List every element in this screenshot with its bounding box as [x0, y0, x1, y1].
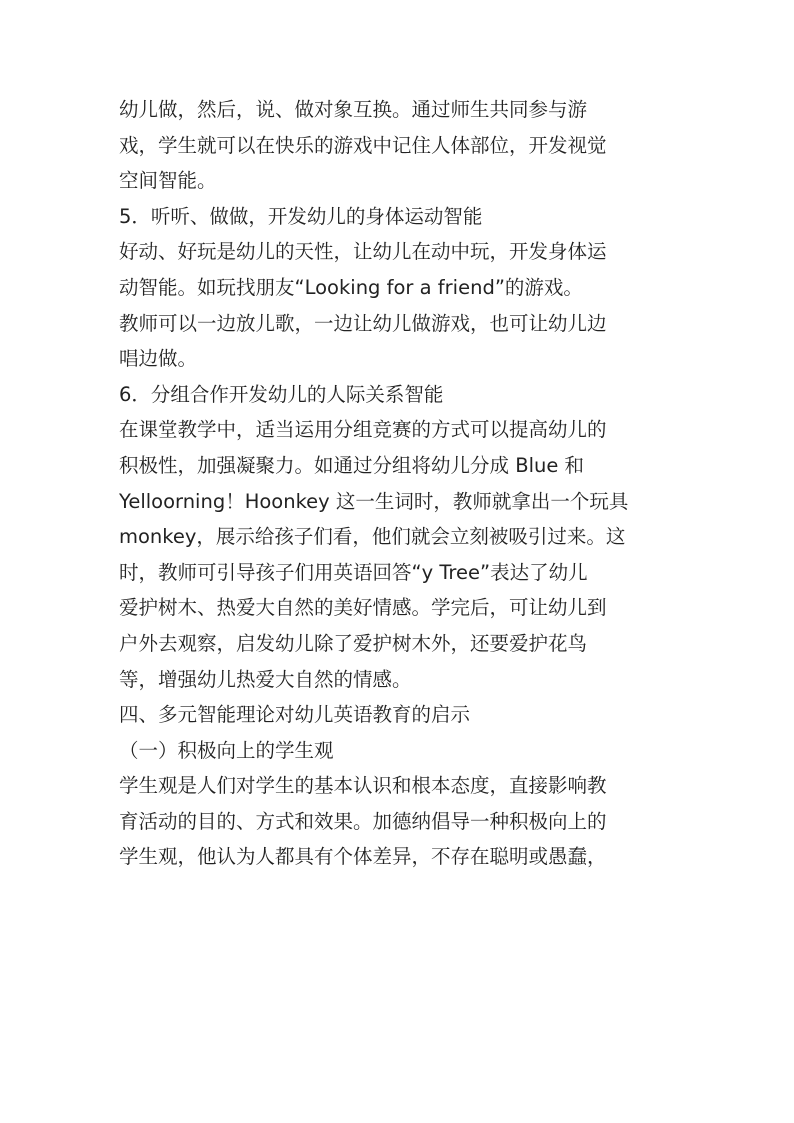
text-line: 动智能。如玩找朋友“Looking for a friend”的游戏。 [119, 275, 583, 299]
text-line: 户外去观察，启发幼儿除了爱护树木外，还要爱护花鸟 [119, 631, 588, 655]
text-line: 时，教师可引导孩子们用英语回答“y Tree”表达了幼儿 [119, 560, 588, 584]
text-line: 学生观，他认为人都具有个体差异，不存在聪明或愚蠢， [119, 845, 607, 869]
text-line: monkey，展示给孩子们看，他们就会立刻被吸引过来。这 [119, 525, 626, 549]
subsection-heading: （一）积极向上的学生观 [119, 738, 334, 762]
text-line: 戏，学生就可以在快乐的游戏中记住人体部位，开发视觉 [119, 133, 607, 157]
chapter-heading: 四、多元智能理论对幼儿英语教育的启示 [119, 703, 471, 727]
text-line: 学生观是人们对学生的基本认识和根本态度，直接影响教 [119, 774, 607, 798]
text-line: 好动、好玩是幼儿的天性，让幼儿在动中玩，开发身体运 [119, 240, 607, 264]
section-heading: 6．分组合作开发幼儿的人际关系智能 [119, 382, 444, 406]
text-line: 在课堂教学中，适当运用分组竞赛的方式可以提高幼儿的 [119, 418, 607, 442]
text-line: 唱边做。 [119, 347, 198, 371]
text-line: 爱护树木、热爱大自然的美好情感。学完后，可让幼儿到 [119, 596, 607, 620]
text-line: 育活动的目的、方式和效果。加德纳倡导一种积极向上的 [119, 809, 607, 833]
text-line: 积极性，加强凝聚力。如通过分组将幼儿分成 Blue 和 [119, 453, 585, 477]
text-line: 幼儿做，然后，说、做对象互换。通过师生共同参与游 [119, 98, 588, 121]
text-line: 空间智能。 [119, 169, 217, 193]
text-line: 等，增强幼儿热爱大自然的情感。 [119, 667, 412, 691]
page-body [119, 92, 679, 875]
text-line: Yelloorning！Hoonkey 这一生词时，教师就拿出一个玩具 [119, 489, 629, 513]
text-line: 教师可以一边放儿歌，一边让幼儿做游戏，也可让幼儿边 [119, 311, 607, 335]
section-heading: 5．听听、做做，开发幼儿的身体运动智能 [119, 204, 483, 228]
